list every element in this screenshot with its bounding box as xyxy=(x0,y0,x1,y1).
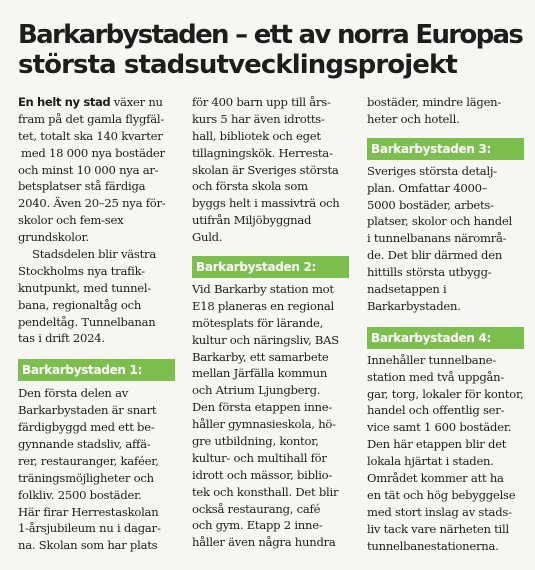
text-line: idrott och mässor, biblio- xyxy=(192,467,333,482)
text-line: och gym. Etapp 2 inne- xyxy=(192,518,323,533)
text-line: skolan är Sveriges största xyxy=(192,162,339,177)
text-line: knutpunkt, med tunnel- xyxy=(18,280,152,295)
text-line: handel och offentlig ser- xyxy=(367,403,505,418)
stage-2-heading: Barkarbystaden 2: xyxy=(192,256,349,278)
text-line: 1-årsjubileum nu i dagar- xyxy=(18,521,161,536)
column-2 xyxy=(192,94,349,551)
text-line: Stockholms nya trafik- xyxy=(18,263,145,278)
text-line: håller även några hundra xyxy=(192,535,336,550)
text-line: heter och hotell. xyxy=(367,111,460,126)
text-line: Den första etappen inne- xyxy=(192,400,333,415)
text-line: och första skola som xyxy=(192,179,308,194)
text-line: liv tack vare närheten till xyxy=(367,521,509,536)
text-line: i tunnelbanans närområ- xyxy=(367,231,507,246)
text-line: station med två uppgån- xyxy=(367,369,505,384)
stage-1-heading: Barkarbystaden 1: xyxy=(18,359,175,381)
text-line: bana, regionaltåg och xyxy=(18,297,142,312)
text-line: folkliv. 2500 bostäder. xyxy=(18,487,142,502)
headline-line-2: största stadsutvecklingsprojekt xyxy=(18,50,457,80)
text-line: bostäder, mindre lägen- xyxy=(367,95,502,109)
text-line: Guld. xyxy=(192,230,223,245)
text-line: färdigbyggd med ett be- xyxy=(18,420,155,435)
text-line: också restaurang, café xyxy=(192,501,321,516)
text-line: betsplatser stå färdiga xyxy=(18,179,146,194)
text-line: Vid Barkarby station mot xyxy=(192,282,334,297)
headline-line-1: Barkarbystaden – ett av norra Europas xyxy=(18,20,523,50)
column-1 xyxy=(18,94,175,554)
text-line: kurs 5 har även idrotts- xyxy=(192,111,325,126)
text-line: de. Det blir därmed den xyxy=(367,248,503,263)
text-line: mötesplats för lärande, xyxy=(192,315,324,330)
text-line: gre utbildning, kontor, xyxy=(192,434,319,449)
text-line: skolor och fem-sex xyxy=(18,213,124,228)
text-line: tek och konsthall. Det blir xyxy=(192,484,339,499)
text-line: fram på det gamla flygfäl- xyxy=(18,111,165,126)
intro-first-line xyxy=(18,94,175,111)
text-line: Här firar Herrestaskolan xyxy=(18,504,159,519)
text-line: Den här etappen blir det xyxy=(367,437,507,452)
intro-paragraph xyxy=(18,94,175,246)
text-line: för 400 barn upp till års- xyxy=(192,95,331,109)
text-line: byggs helt i massivträ och xyxy=(192,196,340,211)
text-line: och minst 10 000 nya ar- xyxy=(18,162,159,177)
text-line: Barkarbystaden är snart xyxy=(18,403,157,418)
stage-2-text-continued xyxy=(367,94,524,128)
text-line: Området kommer att ha xyxy=(367,471,504,486)
text-line: Sveriges största detalj- xyxy=(367,163,497,178)
text-line: plan. Omfattar 4000– xyxy=(367,180,488,195)
text-line: 5000 bostäder, arbets- xyxy=(367,197,494,212)
stage-4-text xyxy=(367,352,524,555)
text-line: na. Skolan som har plats xyxy=(18,538,158,553)
intro-lead: En helt ny stad xyxy=(18,95,111,109)
text-line: med 18 000 nya bostäder xyxy=(21,145,165,160)
stage-3-text xyxy=(367,163,524,315)
text-line: hall, bibliotek och eget xyxy=(192,128,321,143)
text-line: Innehåller tunnelbane- xyxy=(367,352,496,367)
text-line: mellan Järfälla kommun xyxy=(192,366,328,381)
text-line: tunnelbanestationerna. xyxy=(367,538,499,553)
stage-1-text-continued xyxy=(192,94,349,246)
text-line: Barkarby, ett samarbete xyxy=(192,349,329,364)
intro-first-line-rest: växer nu xyxy=(110,95,163,109)
text-line: rer, restauranger, kaféer, xyxy=(18,453,159,468)
text-line: kultur- och multihall för xyxy=(192,450,327,465)
text-line: hittills största utbygg- xyxy=(367,265,492,280)
stage-3-heading: Barkarbystaden 3: xyxy=(367,138,524,160)
text-line: Stadsdelen blir västra xyxy=(32,247,156,262)
text-line: tas i drift 2024. xyxy=(18,331,105,346)
text-line: nadsetappen i xyxy=(367,282,447,297)
text-line: E18 planeras en regional xyxy=(192,298,334,313)
text-line: grundskolor. xyxy=(18,230,89,245)
text-line: tet, totalt ska 140 kvarter xyxy=(18,128,163,143)
stage-1-text xyxy=(18,385,175,554)
text-line: tillagningskök. Herresta- xyxy=(192,145,333,160)
stage-4-heading: Barkarbystaden 4: xyxy=(367,327,524,349)
text-line: pendeltåg. Tunnelbanan xyxy=(18,314,156,329)
text-line: vice samt 1 600 bostäder. xyxy=(367,420,512,435)
stage-2-text xyxy=(192,281,349,551)
text-line: 2040. Även 20–25 nya för- xyxy=(18,196,166,211)
text-line: håller gymnasieskola, hö- xyxy=(192,417,336,432)
text-line: en tät och hög bebyggelse xyxy=(367,487,516,502)
text-line: utifrån Miljöbyggnad xyxy=(192,213,312,228)
text-line: gar, torg, lokaler för kontor, xyxy=(367,386,524,401)
text-line: med stort inslag av stads- xyxy=(367,504,512,519)
text-line: Den första delen av xyxy=(18,386,129,401)
column-3 xyxy=(367,94,524,554)
intro-paragraph-2 xyxy=(18,246,175,347)
text-line: träningsmöjligheter och xyxy=(18,470,154,485)
text-line: platser, skolor och handel xyxy=(367,214,512,229)
text-line: lokala hjärtat i staden. xyxy=(367,454,494,469)
text-line: och Atrium Ljungberg. xyxy=(192,383,321,398)
text-line: Barkarbystaden. xyxy=(367,298,461,313)
text-line: gynnande stadsliv, affä- xyxy=(18,437,151,452)
text-line: kultur och näringsliv, BAS xyxy=(192,332,339,347)
headline xyxy=(18,20,523,80)
